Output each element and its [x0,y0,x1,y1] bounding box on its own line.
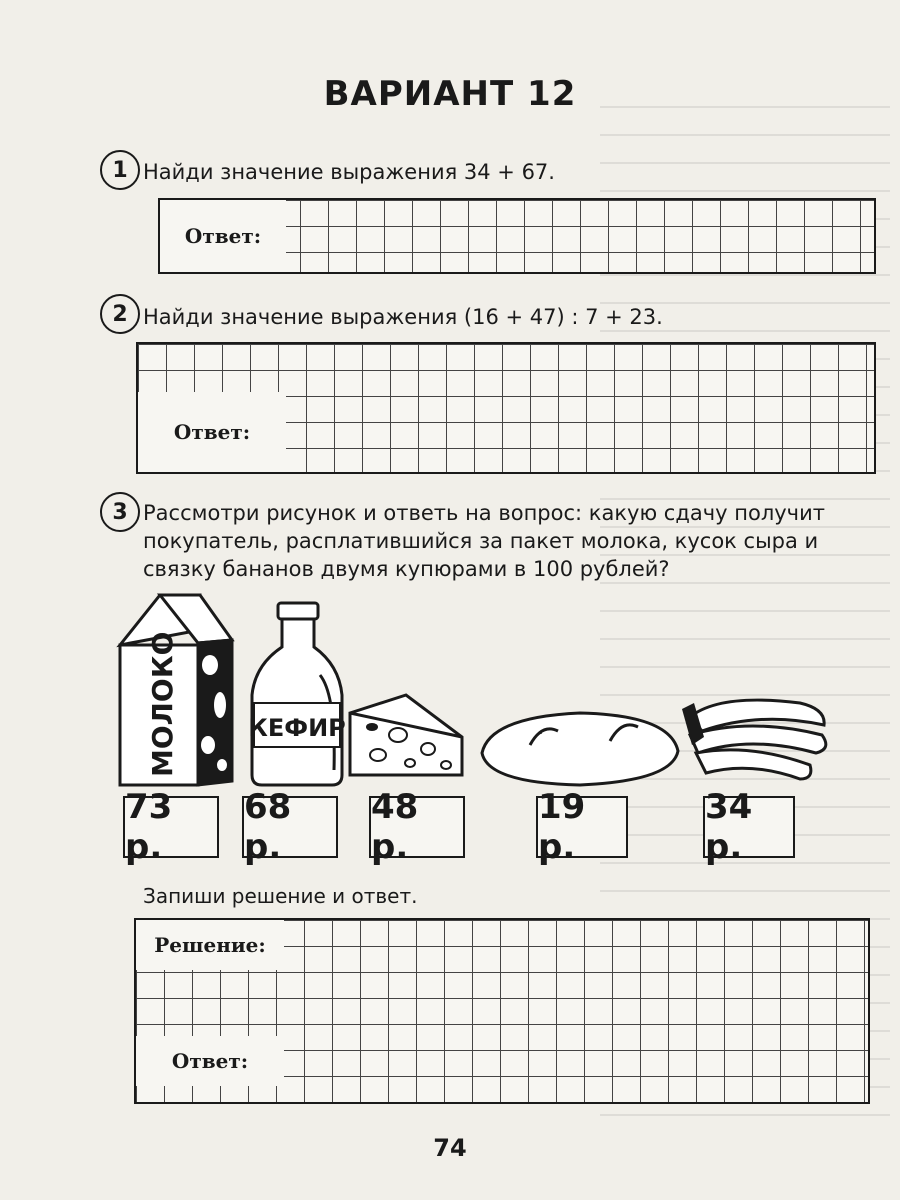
price-tag-milk: 73 р. [123,796,219,858]
cheese-icon [350,695,462,775]
task-3-answer-label-cell [136,1036,284,1086]
milk-label: МОЛОКО [146,631,179,777]
task-2-text: Найди значение выражения (16 + 47) : 7 + 23. [143,305,663,329]
task-2-answer-label-cell [138,392,286,472]
kefir-bottle-icon [248,603,346,785]
task-3-answer-label: Ответ: [171,1049,249,1073]
task-1-text: Найди значение выражения 34 + 67. [143,160,555,184]
price-tag-bananas: 34 р. [703,796,795,858]
task-1-answer-label: Ответ: [184,224,262,248]
instruction-text: Запиши решение и ответ. [143,884,418,908]
bread-icon [482,713,678,785]
task-3-number: 3 [100,492,140,532]
task-2-answer-label: Ответ: [173,420,251,444]
solution-label-cell [136,920,284,970]
page-number: 74 [433,1134,467,1162]
solution-label: Решение: [154,933,266,957]
price-tag-kefir: 68 р. [242,796,338,858]
task-3-text: Рассмотри рисунок и ответь на вопрос: какую сдачу получит покупатель, расплатившийся за пакет молока, кусок сыра и связку бананов двумя купюрами в 100 рублей? [143,501,825,581]
price-tag-bread: 19 р. [536,796,628,858]
page-title: ВАРИАНТ 12 [323,74,577,114]
milk-carton-icon [120,595,232,785]
task-1-number: 1 [100,150,140,190]
price-tag-cheese: 48 р. [369,796,465,858]
kefir-label: КЕФИР [248,714,346,742]
task-1-answer-label-cell [160,200,286,272]
bananas-icon [682,700,826,779]
products-illustration [110,585,850,795]
task-2-number: 2 [100,294,140,334]
